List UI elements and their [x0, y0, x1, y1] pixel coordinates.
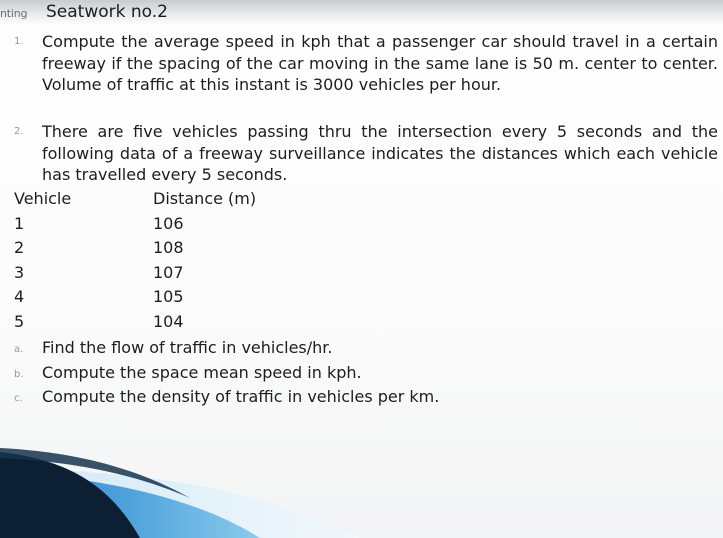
header-distance: Distance (m): [153, 189, 257, 208]
swoosh-blue-band: [0, 472, 260, 538]
problem-1-text: Compute the average speed in kph that a passenger car should travel in a certain freeway if the spacing of the car moving in the same lane is 50 m. center to center. Volume of traffic at this instant is 3000 vehicles per hour.: [42, 32, 718, 94]
table-row: [14, 238, 374, 263]
problem-2-number: 2.: [14, 126, 24, 137]
problem-2-text: There are five vehicles passing thru the intersection every 5 seconds and the following data of a freeway surveillance indicates the distances which each vehicle has travelled every 5 seconds.: [42, 122, 718, 184]
sub-question-list: [14, 338, 714, 412]
problem-2: [14, 121, 718, 186]
sub-question-text: Find the flow of traffic in vehicles/hr.: [42, 338, 333, 357]
distance-cell: 108: [153, 238, 184, 257]
swoosh-dark-sliver: [0, 448, 190, 498]
header-vehicle: Vehicle: [14, 189, 72, 208]
distance-cell: 107: [153, 262, 184, 282]
vehicle-cell: 5: [14, 311, 25, 331]
sub-question-marker: c.: [14, 393, 23, 404]
distance-cell: 106: [153, 213, 184, 233]
vehicle-cell: 3: [14, 262, 25, 282]
swoosh-light-band: [0, 468, 360, 538]
problem-1-number: 1.: [14, 36, 24, 47]
vehicle-cell: 1: [14, 213, 25, 233]
distance-cell: 105: [153, 287, 184, 306]
table-row: [14, 312, 374, 337]
table-row: [14, 214, 374, 239]
problem-1: [14, 31, 718, 96]
table-row: [14, 287, 374, 312]
sub-question-text: Compute the density of traffic in vehicles per km.: [42, 387, 440, 406]
sub-question-marker: a.: [14, 344, 24, 355]
list-item: [14, 363, 714, 388]
distance-cell: 104: [153, 311, 184, 331]
sub-question-text: Compute the space mean speed in kph.: [42, 362, 362, 382]
vehicle-cell: 4: [14, 287, 25, 306]
swoosh-dark-band: [0, 452, 140, 538]
table-header-row: [14, 189, 374, 214]
vehicle-distance-table: [14, 189, 374, 336]
tab-fragment[interactable]: nting: [0, 7, 28, 20]
list-item: [14, 338, 714, 363]
table-row: [14, 263, 374, 288]
list-item: [14, 387, 714, 412]
slide-title: Seatwork no.2: [46, 2, 168, 22]
vehicle-cell: 2: [14, 238, 25, 257]
sub-question-marker: b.: [14, 368, 24, 380]
